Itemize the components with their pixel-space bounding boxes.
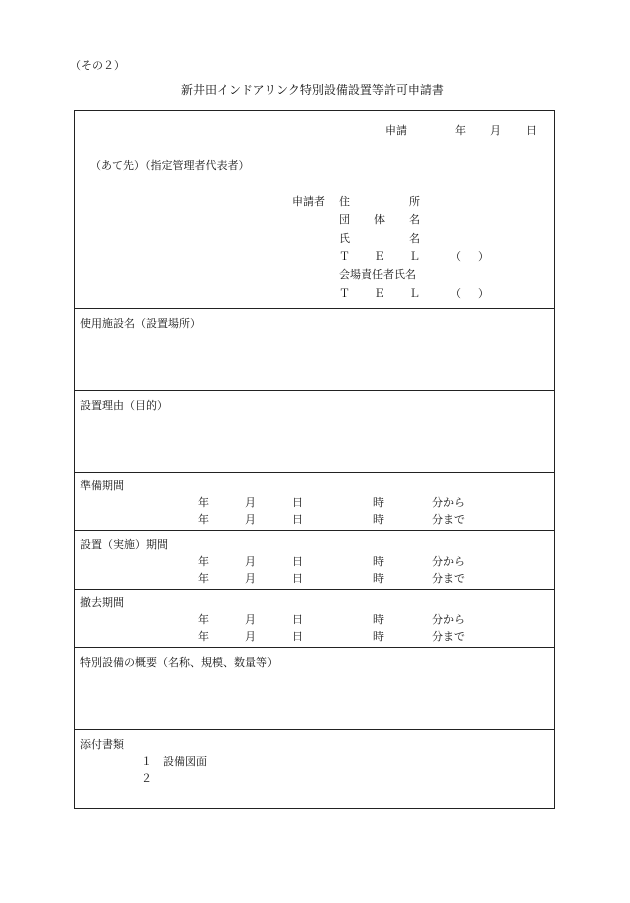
removal-to-day: 日 <box>292 630 303 643</box>
date-label: 申請 <box>385 124 407 137</box>
install-to-min: 分まで <box>432 572 465 585</box>
date-month: 月 <box>490 124 501 137</box>
divider-reason <box>74 390 555 391</box>
venue-manager-label: 会場責任者氏名 <box>339 268 416 281</box>
removal-from-day: 日 <box>292 613 303 626</box>
name-label-b: 名 <box>409 232 420 245</box>
prep-to-year: 年 <box>198 513 209 526</box>
removal-to-hour: 時 <box>373 630 384 643</box>
removal-period-label: 撤去期間 <box>80 596 124 609</box>
form-title: 新井田インドアリンク特別設備設置等許可申請書 <box>181 83 444 97</box>
prep-from-month: 月 <box>245 496 256 509</box>
form-frame <box>74 110 555 809</box>
manager-tel-l: Ｌ <box>409 287 420 300</box>
install-from-min: 分から <box>432 555 465 568</box>
install-to-month: 月 <box>245 572 256 585</box>
removal-from-year: 年 <box>198 613 209 626</box>
prep-from-day: 日 <box>292 496 303 509</box>
removal-to-month: 月 <box>245 630 256 643</box>
attachment-1-number: １ <box>141 755 152 768</box>
manager-tel-e: Ｅ <box>374 287 385 300</box>
attachment-1-text: 設備図面 <box>163 755 207 768</box>
tel-label-e: Ｅ <box>374 250 385 263</box>
divider-install <box>74 530 555 531</box>
install-to-hour: 時 <box>373 572 384 585</box>
org-label-c: 名 <box>409 213 420 226</box>
divider-removal <box>74 589 555 590</box>
prep-from-hour: 時 <box>373 496 384 509</box>
org-label-a: 団 <box>339 213 350 226</box>
prep-to-hour: 時 <box>373 513 384 526</box>
install-to-day: 日 <box>292 572 303 585</box>
divider-prep <box>74 472 555 473</box>
prep-to-min: 分まで <box>432 513 465 526</box>
name-label-a: 氏 <box>339 232 350 245</box>
org-label-b: 体 <box>374 213 385 226</box>
divider-facility <box>74 308 555 309</box>
manager-tel-paren-close: ） <box>478 287 489 300</box>
removal-from-month: 月 <box>245 613 256 626</box>
address-label-b: 所 <box>409 195 420 208</box>
facility-label: 使用施設名（設置場所） <box>80 317 201 330</box>
tel-label-l: Ｌ <box>409 250 420 263</box>
reason-label: 設置理由（目的） <box>80 399 168 412</box>
install-from-day: 日 <box>292 555 303 568</box>
form-number-note: （その２） <box>70 59 125 72</box>
removal-from-hour: 時 <box>373 613 384 626</box>
divider-overview <box>74 647 555 648</box>
prep-to-day: 日 <box>292 513 303 526</box>
applicant-label: 申請者 <box>292 195 325 208</box>
attachments-label: 添付書類 <box>80 738 124 751</box>
prep-period-label: 準備期間 <box>80 479 124 492</box>
manager-tel-t: Ｔ <box>339 287 350 300</box>
tel-label-t: Ｔ <box>339 250 350 263</box>
install-to-year: 年 <box>198 572 209 585</box>
install-period-label: 設置（実施）期間 <box>80 538 168 551</box>
install-from-month: 月 <box>245 555 256 568</box>
tel-paren-close: ） <box>478 250 489 263</box>
install-from-hour: 時 <box>373 555 384 568</box>
attachment-2-number: ２ <box>141 772 152 785</box>
prep-to-month: 月 <box>245 513 256 526</box>
address-label-a: 住 <box>339 195 350 208</box>
install-from-year: 年 <box>198 555 209 568</box>
addressee: （あて先）（指定管理者代表者） <box>90 159 250 172</box>
removal-to-year: 年 <box>198 630 209 643</box>
tel-paren-open: （ <box>450 250 461 263</box>
manager-tel-paren-open: （ <box>450 287 461 300</box>
removal-to-min: 分まで <box>432 630 465 643</box>
prep-from-year: 年 <box>198 496 209 509</box>
divider-attachments <box>74 729 555 730</box>
date-day: 日 <box>526 124 537 137</box>
date-year: 年 <box>455 124 466 137</box>
removal-from-min: 分から <box>432 613 465 626</box>
prep-from-min: 分から <box>432 496 465 509</box>
overview-label: 特別設備の概要（名称、規模、数量等） <box>80 656 278 669</box>
